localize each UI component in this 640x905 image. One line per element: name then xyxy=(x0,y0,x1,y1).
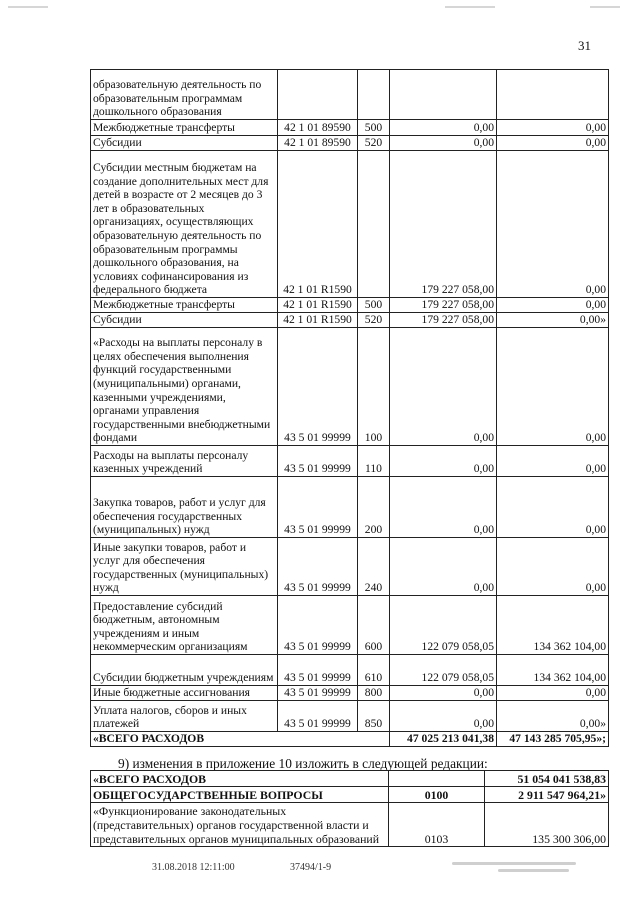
row-expense-type: 100 xyxy=(358,328,390,446)
row-expense-type: 850 xyxy=(358,701,390,732)
row-code: 43 5 01 99999 xyxy=(278,701,358,732)
table-row xyxy=(91,328,609,446)
table-row xyxy=(91,477,609,538)
row-sum-2: 0,00» xyxy=(497,313,609,328)
row-sum-2: 134 362 104,00 xyxy=(497,655,609,686)
row-code: 42 1 01 R1590 xyxy=(278,298,358,313)
row-sum-2: 0,00» xyxy=(497,701,609,732)
row-expense-type: 520 xyxy=(358,313,390,328)
row-code: 43 5 01 99999 xyxy=(278,655,358,686)
row-code: 43 5 01 99999 xyxy=(278,686,358,701)
page-number: 31 xyxy=(578,38,591,53)
row-sum-1: 122 079 058,05 xyxy=(390,596,497,655)
table-row xyxy=(91,787,609,803)
row-expense-type: 600 xyxy=(358,596,390,655)
row-sum-1: 0,00 xyxy=(390,136,497,151)
amendment-item-9: 9) изменения в приложение 10 изложить в следующей редакции: xyxy=(118,756,488,771)
row-sum-1: 0,00 xyxy=(390,538,497,596)
row-name: Закупка товаров, работ и услуг для обеспечения государственных (муниципальных) нужд xyxy=(91,477,278,538)
scan-artifact xyxy=(8,6,48,8)
row-sum-1: 122 079 058,05 xyxy=(390,655,497,686)
row-code: 42 1 01 R1590 xyxy=(278,313,358,328)
row-expense-type: 200 xyxy=(358,477,390,538)
row-name: Межбюджетные трансферты xyxy=(91,120,278,136)
table-row xyxy=(91,70,609,120)
row-name: Иные закупки товаров, работ и услуг для обеспечения государственных (муниципальных) нужд xyxy=(91,538,278,596)
row-code xyxy=(278,70,358,120)
row-expense-type: 800 xyxy=(358,686,390,701)
footer-datetime: 31.08.2018 12:11:00 xyxy=(152,862,235,873)
total-sum-2: 47 143 285 705,95»; xyxy=(497,732,609,747)
row-sum: 2 911 547 964,21» xyxy=(485,787,609,803)
row-sum-2: 0,00 xyxy=(497,298,609,313)
table-row xyxy=(91,655,609,686)
row-name: Субсидии xyxy=(91,136,278,151)
row-sum-1: 0,00 xyxy=(390,328,497,446)
table-row xyxy=(91,120,609,136)
row-sum-2: 0,00 xyxy=(497,477,609,538)
row-expense-type: 520 xyxy=(358,136,390,151)
total-row xyxy=(91,732,609,747)
row-sum-2: 0,00 xyxy=(497,686,609,701)
table-row xyxy=(91,538,609,596)
row-sum-1: 0,00 xyxy=(390,446,497,477)
row-name: Расходы на выплаты персоналу казенных учреждений xyxy=(91,446,278,477)
budget-table-body xyxy=(91,70,609,747)
row-sum-1: 179 227 058,00 xyxy=(390,151,497,298)
budget-table xyxy=(90,69,609,747)
row-sum: 51 054 041 538,83 xyxy=(485,771,609,787)
row-code: 43 5 01 99999 xyxy=(278,477,358,538)
table-row xyxy=(91,136,609,151)
table-row xyxy=(91,446,609,477)
row-code: 43 5 01 99999 xyxy=(278,446,358,477)
table-row xyxy=(91,313,609,328)
table-row xyxy=(91,771,609,787)
row-expense-type: 610 xyxy=(358,655,390,686)
table-row xyxy=(91,151,609,298)
row-code: 42 1 01 R1590 xyxy=(278,151,358,298)
row-sum-1 xyxy=(390,70,497,120)
row-sum-1: 0,00 xyxy=(390,120,497,136)
table-row xyxy=(91,701,609,732)
row-code: 42 1 01 89590 xyxy=(278,120,358,136)
row-name: Иные бюджетные ассигнования xyxy=(91,686,278,701)
row-name: «Расходы на выплаты персоналу в целях обеспечения выполнения функций государственными (муниципальными) органами, казенными учреждениями, органами управления государственными внебюджетными фондами xyxy=(91,328,278,446)
row-name: Уплата налогов, сборов и иных платежей xyxy=(91,701,278,732)
row-sum-2 xyxy=(497,70,609,120)
row-name: образовательную деятельность по образовательным программам дошкольного образования xyxy=(91,70,278,120)
table-row xyxy=(91,803,609,847)
row-name: «Функционирование законодательных (представительных) органов государственной власти и представительных органов муниципальных образований xyxy=(91,803,389,847)
row-sum-1: 0,00 xyxy=(390,477,497,538)
row-sum-2: 0,00 xyxy=(497,328,609,446)
row-expense-type xyxy=(358,70,390,120)
appendix-10-table xyxy=(90,770,609,847)
row-name: Межбюджетные трансферты xyxy=(91,298,278,313)
row-code xyxy=(389,771,485,787)
row-code: 0103 xyxy=(389,803,485,847)
row-sum-2: 0,00 xyxy=(497,151,609,298)
table-row xyxy=(91,596,609,655)
row-sum-2: 0,00 xyxy=(497,136,609,151)
row-code: 43 5 01 99999 xyxy=(278,328,358,446)
row-sum: 135 300 306,00 xyxy=(485,803,609,847)
row-name: Предоставление субсидий бюджетным, автономным учреждениям и иным некоммерческим организациям xyxy=(91,596,278,655)
table-row xyxy=(91,686,609,701)
row-expense-type: 110 xyxy=(358,446,390,477)
row-sum-2: 134 362 104,00 xyxy=(497,596,609,655)
row-name: «ВСЕГО РАСХОДОВ xyxy=(91,771,389,787)
row-name: Субсидии бюджетным учреждениям xyxy=(91,655,278,686)
row-sum-1: 0,00 xyxy=(390,686,497,701)
footer-doc-code: 37494/1-9 xyxy=(290,862,332,873)
row-expense-type xyxy=(358,151,390,298)
row-sum-2: 0,00 xyxy=(497,538,609,596)
row-code: 0100 xyxy=(389,787,485,803)
total-sum-1: 47 025 213 041,38 xyxy=(390,732,497,747)
row-code: 42 1 01 89590 xyxy=(278,136,358,151)
scan-artifact xyxy=(590,6,620,8)
row-name: ОБЩЕГОСУДАРСТВЕННЫЕ ВОПРОСЫ xyxy=(91,787,389,803)
row-sum-1: 179 227 058,00 xyxy=(390,298,497,313)
row-sum-1: 0,00 xyxy=(390,701,497,732)
row-sum-1: 179 227 058,00 xyxy=(390,313,497,328)
scan-artifact xyxy=(445,6,495,8)
row-name: Субсидии xyxy=(91,313,278,328)
row-expense-type: 500 xyxy=(358,298,390,313)
row-sum-2: 0,00 xyxy=(497,120,609,136)
appendix-10-table-body xyxy=(91,771,609,847)
registration-stamp xyxy=(452,858,582,880)
row-name: Субсидии местным бюджетам на создание дополнительных мест для детей в возрасте от 2 месяцев до 3 лет в образовательных организациях, осуществляющих образовательную деятельность по образовательным программы дошкольного образования, на условиях софинансирования из федерального бюджета xyxy=(91,151,278,298)
row-code: 43 5 01 99999 xyxy=(278,596,358,655)
row-sum-2: 0,00 xyxy=(497,446,609,477)
row-expense-type: 240 xyxy=(358,538,390,596)
total-label: «ВСЕГО РАСХОДОВ xyxy=(91,732,390,747)
row-expense-type: 500 xyxy=(358,120,390,136)
row-code: 43 5 01 99999 xyxy=(278,538,358,596)
table-row xyxy=(91,298,609,313)
